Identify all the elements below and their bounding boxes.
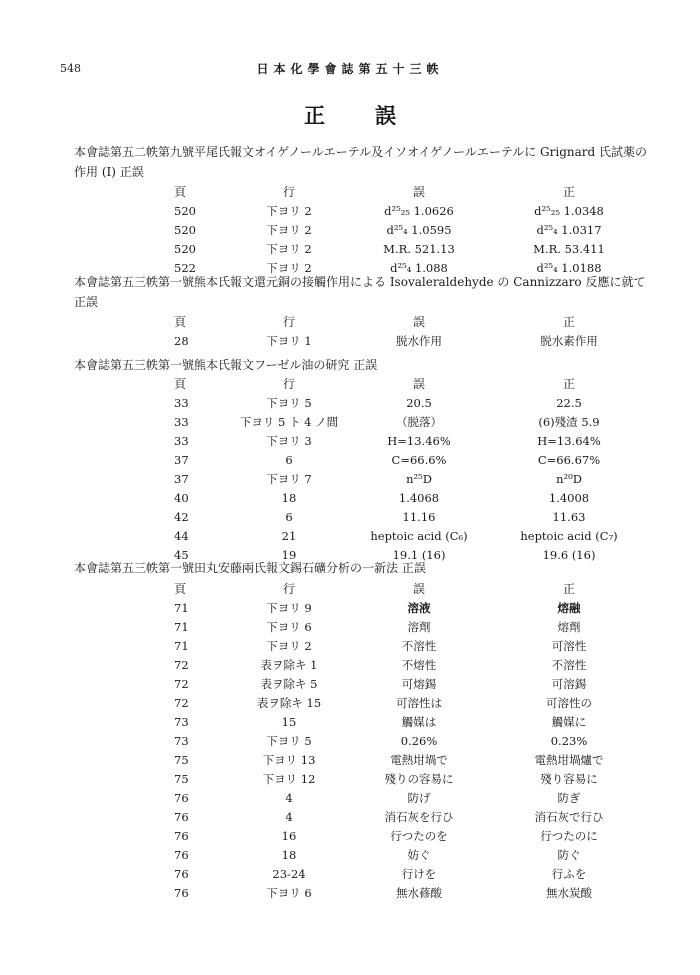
column-header-right: 正 — [562, 185, 575, 199]
table-row — [160, 394, 644, 413]
table-row — [160, 637, 644, 656]
cell-wrong: 1.4068 — [398, 491, 440, 505]
cell-line: 下ヨリ 2 — [266, 204, 312, 218]
table-row — [160, 221, 644, 240]
cell-right: C=66.67% — [537, 453, 601, 467]
cell-wrong: 防げ — [407, 791, 431, 805]
cell-line: 下ヨリ 5 ト 4 ノ間 — [239, 415, 339, 429]
column-header-line: 行 — [282, 315, 295, 329]
column-header-wrong: 誤 — [412, 377, 425, 391]
table-row — [160, 827, 644, 846]
cell-wrong: 消石灰を行ひ — [384, 810, 454, 824]
page-title — [0, 100, 700, 130]
cell-wrong: 妨ぐ — [407, 848, 431, 862]
table-row — [160, 332, 644, 351]
cell-right: 行ふを — [551, 867, 587, 881]
cell-wrong: 行つたのを — [390, 829, 448, 843]
cell-page: 33 — [174, 396, 189, 410]
section-heading-text: 本會誌第五二帙第九號平尾氏報文オイゲノールエーテル及イソオイゲノールエーテルに Grignard 氏試薬の作用 (I) 正誤 — [74, 145, 648, 179]
table-row — [160, 202, 644, 221]
cell-page: 72 — [174, 658, 189, 672]
cell-page: 76 — [174, 810, 189, 824]
cell-line: 下ヨリ 3 — [266, 434, 312, 448]
cell-wrong: n²⁵D — [406, 472, 432, 486]
cell-page: 28 — [174, 334, 189, 348]
cell-right: 19.6 (16) — [542, 548, 596, 562]
cell-line: 下ヨリ 6 — [266, 886, 312, 900]
cell-line: 4 — [285, 810, 293, 824]
table-row — [160, 527, 644, 546]
cell-page: 44 — [174, 529, 189, 543]
cell-line: 下ヨリ 2 — [266, 242, 312, 256]
column-header-page: 頁 — [174, 582, 187, 596]
section-heading-2 — [60, 272, 650, 312]
cell-wrong: 不熔性 — [401, 658, 437, 672]
column-header-page: 頁 — [174, 377, 187, 391]
cell-right: n²⁰D — [556, 472, 582, 486]
cell-page: 71 — [174, 601, 189, 615]
column-header-wrong: 誤 — [412, 315, 425, 329]
cell-page: 71 — [174, 639, 189, 653]
cell-page: 37 — [174, 472, 189, 486]
cell-line: 下ヨリ 9 — [266, 601, 312, 615]
cell-wrong: d²⁵₄ 1.088 — [390, 261, 448, 275]
cell-wrong: M.R. 521.13 — [383, 242, 455, 256]
cell-line: 21 — [281, 529, 297, 543]
cell-line: 下ヨリ 2 — [266, 261, 312, 275]
section-heading-text: 本會誌第五三帙第一號熊本氏報文フーゼル油の研究 正誤 — [74, 358, 378, 372]
cell-page: 42 — [174, 510, 189, 524]
page-number: 548 — [60, 62, 81, 75]
section-heading-1 — [60, 142, 650, 182]
running-head: 日本化學會誌第五十三帙 — [256, 62, 444, 76]
cell-line: 下ヨリ 1 — [266, 334, 312, 348]
table-row — [160, 865, 644, 884]
cell-wrong: 溶液 — [407, 601, 431, 615]
cell-line: 6 — [285, 453, 293, 467]
cell-wrong: 電熱坩堝で — [390, 753, 448, 767]
cell-wrong: H=13.46% — [387, 434, 451, 448]
cell-wrong: d²⁵₄ 1.0595 — [386, 223, 452, 237]
cell-wrong: 脱水作用 — [396, 334, 442, 348]
title-correct: 正 — [304, 104, 325, 128]
cell-line: 6 — [285, 510, 293, 524]
table-row — [160, 770, 644, 789]
cell-page: 75 — [174, 772, 189, 786]
column-header-line: 行 — [282, 377, 295, 391]
table-row — [160, 732, 644, 751]
table-row — [160, 694, 644, 713]
cell-line: 下ヨリ 12 — [262, 772, 316, 786]
table-row — [160, 489, 644, 508]
cell-wrong: 觸媒は — [401, 715, 437, 729]
cell-right: 可溶性 — [551, 639, 587, 653]
cell-right: 防ぐ — [557, 848, 581, 862]
cell-line: 下ヨリ 2 — [266, 223, 312, 237]
table-row — [160, 713, 644, 732]
cell-right: 可溶性の — [546, 696, 592, 710]
table-row — [160, 846, 644, 865]
column-header-row — [160, 580, 644, 599]
column-header-right: 正 — [562, 582, 575, 596]
column-header-page: 頁 — [174, 185, 187, 199]
column-header-wrong: 誤 — [412, 185, 425, 199]
cell-page: 520 — [174, 242, 196, 256]
cell-page: 76 — [174, 848, 189, 862]
cell-wrong: C=66.6% — [391, 453, 447, 467]
cell-page: 73 — [174, 734, 189, 748]
cell-right: 消石灰で行ひ — [534, 810, 604, 824]
cell-page: 75 — [174, 753, 189, 767]
cell-page: 72 — [174, 677, 189, 691]
column-header-page: 頁 — [174, 315, 187, 329]
table-row — [160, 413, 644, 432]
cell-page: 73 — [174, 715, 189, 729]
cell-right: 11.63 — [552, 510, 586, 524]
section-heading-4 — [60, 558, 650, 578]
cell-right: H=13.64% — [537, 434, 601, 448]
cell-page: 37 — [174, 453, 189, 467]
cell-right: 1.4008 — [548, 491, 590, 505]
cell-right: 殘り容易に — [540, 772, 598, 786]
cell-wrong: heptoic acid (C₆) — [370, 529, 468, 543]
cell-page: 45 — [174, 548, 189, 562]
table-row — [160, 240, 644, 259]
cell-page: 76 — [174, 867, 189, 881]
cell-page: 33 — [174, 415, 189, 429]
errata-table-1 — [160, 183, 644, 278]
errata-table-2 — [160, 313, 644, 351]
cell-wrong: 無水蓚酸 — [396, 886, 442, 900]
cell-wrong: 11.16 — [402, 510, 436, 524]
table-row — [160, 432, 644, 451]
cell-wrong: 0.26% — [400, 734, 438, 748]
table-row — [160, 675, 644, 694]
cell-right: 0.23% — [550, 734, 588, 748]
cell-line: 19 — [281, 548, 297, 562]
column-header-right: 正 — [562, 315, 575, 329]
cell-right: 脱水素作用 — [540, 334, 598, 348]
cell-line: 18 — [281, 491, 297, 505]
cell-right: 熔劑 — [557, 620, 581, 634]
table-row — [160, 751, 644, 770]
column-header-row — [160, 183, 644, 202]
cell-right: 防ぎ — [557, 791, 581, 805]
cell-page: 33 — [174, 434, 189, 448]
table-row — [160, 451, 644, 470]
cell-line: 下ヨリ 2 — [266, 639, 312, 653]
cell-right: 不溶性 — [551, 658, 587, 672]
cell-line: 下ヨリ 6 — [266, 620, 312, 634]
cell-right: 行つたのに — [540, 829, 598, 843]
table-row — [160, 470, 644, 489]
cell-page: 522 — [174, 261, 196, 275]
errata-table-3 — [160, 375, 644, 565]
cell-line: 下ヨリ 5 — [266, 734, 312, 748]
cell-right: 觸媒に — [551, 715, 587, 729]
table-row — [160, 656, 644, 675]
table-row — [160, 508, 644, 527]
cell-right: d²⁵₂₅ 1.0348 — [534, 204, 604, 218]
section-heading-3 — [60, 355, 650, 375]
cell-page: 76 — [174, 791, 189, 805]
cell-line: 表ヲ除キ 1 — [260, 658, 318, 672]
table-row — [160, 599, 644, 618]
section-heading-text: 本會誌第五三帙第一號熊本氏報文還元銅の接觸作用による Isovaleraldehyde の Cannizzaro 反應に就て 正誤 — [74, 275, 646, 309]
cell-right: heptoic acid (C₇) — [520, 529, 618, 543]
cell-wrong: （脱落） — [396, 415, 442, 429]
cell-page: 76 — [174, 886, 189, 900]
cell-page: 76 — [174, 829, 189, 843]
column-header-row — [160, 313, 644, 332]
cell-wrong: 殘りの容易に — [384, 772, 454, 786]
cell-page: 520 — [174, 204, 196, 218]
cell-right: 無水炭酸 — [546, 886, 592, 900]
cell-page: 71 — [174, 620, 189, 634]
cell-line: 下ヨリ 7 — [266, 472, 312, 486]
cell-wrong: 不溶性 — [401, 639, 437, 653]
cell-right: d²⁵₄ 1.0317 — [536, 223, 602, 237]
cell-line: 下ヨリ 5 — [266, 396, 312, 410]
cell-line: 下ヨリ 13 — [262, 753, 316, 767]
cell-right: 22.5 — [556, 396, 582, 410]
cell-wrong: 20.5 — [406, 396, 432, 410]
cell-page: 40 — [174, 491, 189, 505]
column-header-line: 行 — [282, 582, 295, 596]
column-header-wrong: 誤 — [412, 582, 425, 596]
title-error: 誤 — [375, 104, 396, 128]
cell-wrong: d²⁵₂₅ 1.0626 — [384, 204, 454, 218]
table-row — [160, 808, 644, 827]
table-row — [160, 789, 644, 808]
cell-line: 表ヲ除キ 5 — [260, 677, 318, 691]
cell-line: 表ヲ除キ 15 — [256, 696, 322, 710]
cell-right: 可溶錫 — [551, 677, 587, 691]
cell-line: 4 — [285, 791, 293, 805]
cell-right: d²⁵₄ 1.0188 — [536, 261, 602, 275]
cell-right: M.R. 53.411 — [533, 242, 605, 256]
cell-line: 23-24 — [272, 867, 306, 881]
cell-wrong: 19.1 (16) — [392, 548, 446, 562]
column-header-line: 行 — [282, 185, 295, 199]
column-header-right: 正 — [562, 377, 575, 391]
cell-right: (6)殘渣 5.9 — [538, 415, 600, 429]
cell-line: 18 — [281, 848, 297, 862]
cell-right: 電熱坩堝爐で — [534, 753, 604, 767]
cell-wrong: 行けを — [401, 867, 437, 881]
cell-line: 15 — [281, 715, 297, 729]
table-row — [160, 618, 644, 637]
cell-page: 72 — [174, 696, 189, 710]
table-row — [160, 884, 644, 903]
cell-wrong: 可熔錫 — [401, 677, 437, 691]
cell-page: 520 — [174, 223, 196, 237]
cell-right: 熔融 — [557, 601, 581, 615]
cell-wrong: 可溶性は — [396, 696, 442, 710]
cell-line: 16 — [281, 829, 297, 843]
cell-wrong: 溶劑 — [407, 620, 431, 634]
section-heading-text: 本會誌第五三帙第一號田丸安藤兩氏報文錫石礦分析の一新法 正誤 — [74, 561, 426, 575]
column-header-row — [160, 375, 644, 394]
errata-table-4 — [160, 580, 644, 903]
